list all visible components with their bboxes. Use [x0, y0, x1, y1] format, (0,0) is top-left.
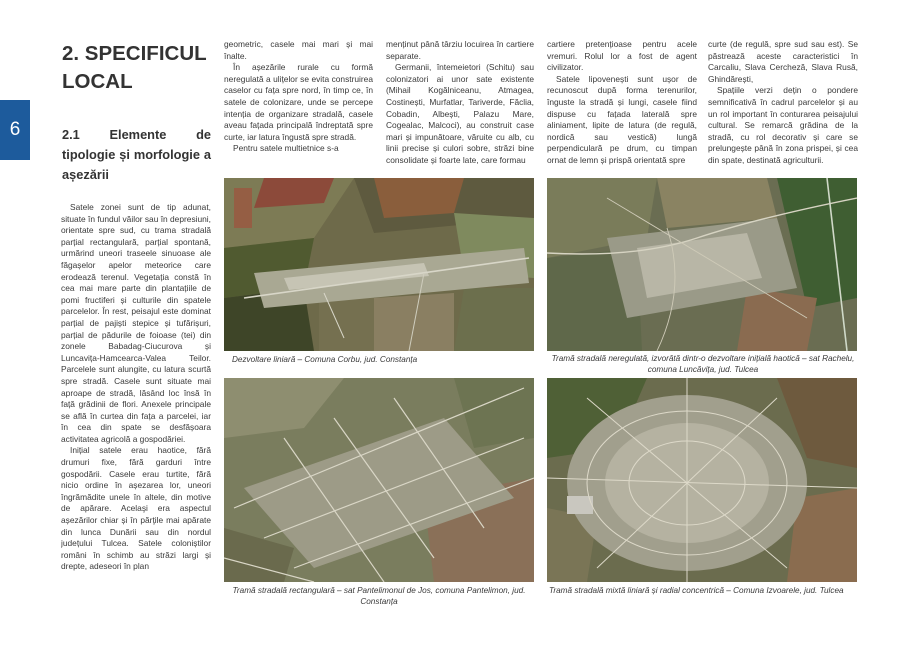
paragraph: Germanii, întemeietori (Schitu) sau colonizatori ai unor sate existente (Mihail Kogălniceanu, Atmagea, Costinești, Murfatlar, Tariverde, Făclia, Cobadin, Albești, Palazu Mare, Cogealac, Malcoci), au construit case mari și impunătoare, văruite cu alb, cu linii precise și culori sobre, străzi bine consolidate și foarte late, care formau — [386, 62, 534, 165]
page-number: 6 — [9, 119, 21, 140]
aerial-photo-izvoarele — [547, 378, 857, 582]
paragraph: cartiere pretențioase pentru acele vremuri. Rolul lor a fost de agent civilizator. — [547, 39, 697, 73]
paragraph: menținut până târziu locuirea în cartiere separate. — [386, 39, 534, 61]
paragraph: Spațiile verzi dețin o pondere semnificativă în cadrul parcelelor și au un rol important în conturarea peisajului cultural. Se remarcă grădina de la stradă, cu rol decorativ și care se prelungește până în zona prispei, și cea din spate, destinată agriculturii. — [708, 85, 858, 165]
aerial-image-izvoarele-graphic — [547, 378, 857, 582]
aerial-photo-pantelimonul — [224, 378, 534, 582]
paragraph: Pentru satele multietnice s-a — [233, 143, 339, 154]
aerial-image-pantelimonul-graphic — [224, 378, 534, 582]
section-heading: 2. SPECIFICUL LOCAL — [62, 42, 207, 93]
paragraph: Inițial satele erau haotice, fără drumuri fixe, fără garduri între gospodării. Casele erau turtite, fără nicio ordine în așezarea lor, uneori îngrămădite unele în altele, din motive de apărare. Acelaşi era aspectul așezărilor chiar și în părţile mai apărate din lunca Dunării sau din nordul județului Tulcea. Satele coloniștilor români în schimb au străzi largi și drepte, adeseori în plan — [61, 445, 211, 572]
text-column-4 — [547, 39, 697, 175]
paragraph: curte (de regulă, spre sud sau est). Se păstrează aceste caracteristici în Carcaliu, Slava Cercheză, Slava Rusă, Ghindărești, — [708, 39, 858, 84]
aerial-photo-corbu — [224, 178, 534, 351]
text-column-5 — [708, 39, 858, 175]
photo-caption: Tramă stradală rectangulară – sat Pantelimonul de Jos, comuna Pantelimon, jud. Constanța — [232, 586, 526, 606]
photo-caption: Dezvoltare liniară – Comuna Corbu, jud. Constanța — [232, 355, 418, 364]
paragraph: geometric, casele mai mari și mai înalte. — [224, 39, 373, 61]
aerial-photo-rachelu — [547, 178, 857, 351]
text-column-1 — [61, 202, 211, 612]
photo-caption: Tramă stradală mixtă liniară și radial concentrică – Comuna Izvoarele, jud. Tulcea — [549, 586, 844, 595]
paragraph: În așezările rurale cu formă neregulată a ulițelor se evita construirea caselor cu fața spre nord, în timp ce, în satele de colonizare, unde se percepe intenția de organizare stradală, casele aveau fațada principală îndreptată spre curte, iar latura îngustă spre stradă. — [224, 62, 373, 142]
text-column-3 — [386, 39, 534, 175]
aerial-image-corbu-graphic — [224, 178, 534, 351]
paragraph: Satele lipovenești sunt ușor de recunoscut după forma terenurilor, înguste la stradă și lungi, casele fiind dispuse cu fațada laterală spre aliniament, lipite de latura (de regulă, nordică sau vestică) lungă perpendiculară pe drum, cu timpan ornat de lemn și prispă orientată spre — [547, 73, 697, 165]
text-column-2 — [224, 39, 373, 175]
aerial-image-rachelu-graphic — [547, 178, 857, 351]
subsection-heading: 2.1 Elemente de tipologie și morfologie a așezării — [62, 127, 211, 182]
photo-caption: Tramă stradală neregulată, izvorâtă dintr-o dezvoltare inițială haotică – sat Rachelu, comuna Luncăvița, jud. Tulcea — [551, 354, 855, 374]
page-number-tab — [0, 100, 30, 160]
paragraph: Satele zonei sunt de tip adunat, situate în fundul văilor sau în depresiuni, orientate spre sud, cu trama stradală parțial rectangulară, parțial spontană, urmărind uneori traseele sinuoase ale făgașelor apelor meteorice care erodează terenul. Vegetația constă în cea mai mare parte din plantațiile de pomi fructiferi și culturile din spatele parcelelor. În rest, peisajul este dominat parțial de pajiști stepice și tufărișuri, parțial de pădurile de foioase (tei) din zonele Babadag-Ciucurova și Luncavița-Hamcearca-Valea Teilor. Parcelele sunt alungite, cu latura scurtă spre stradă. Casele sunt situate mai aproape de stradă, lăsând loc însă în față grădinii de flori. Anexele principale se află în curtea din fața a parcelei, iar în cea din spate se desfășoara activitatea agricolă a gospodăriei. — [61, 202, 211, 444]
